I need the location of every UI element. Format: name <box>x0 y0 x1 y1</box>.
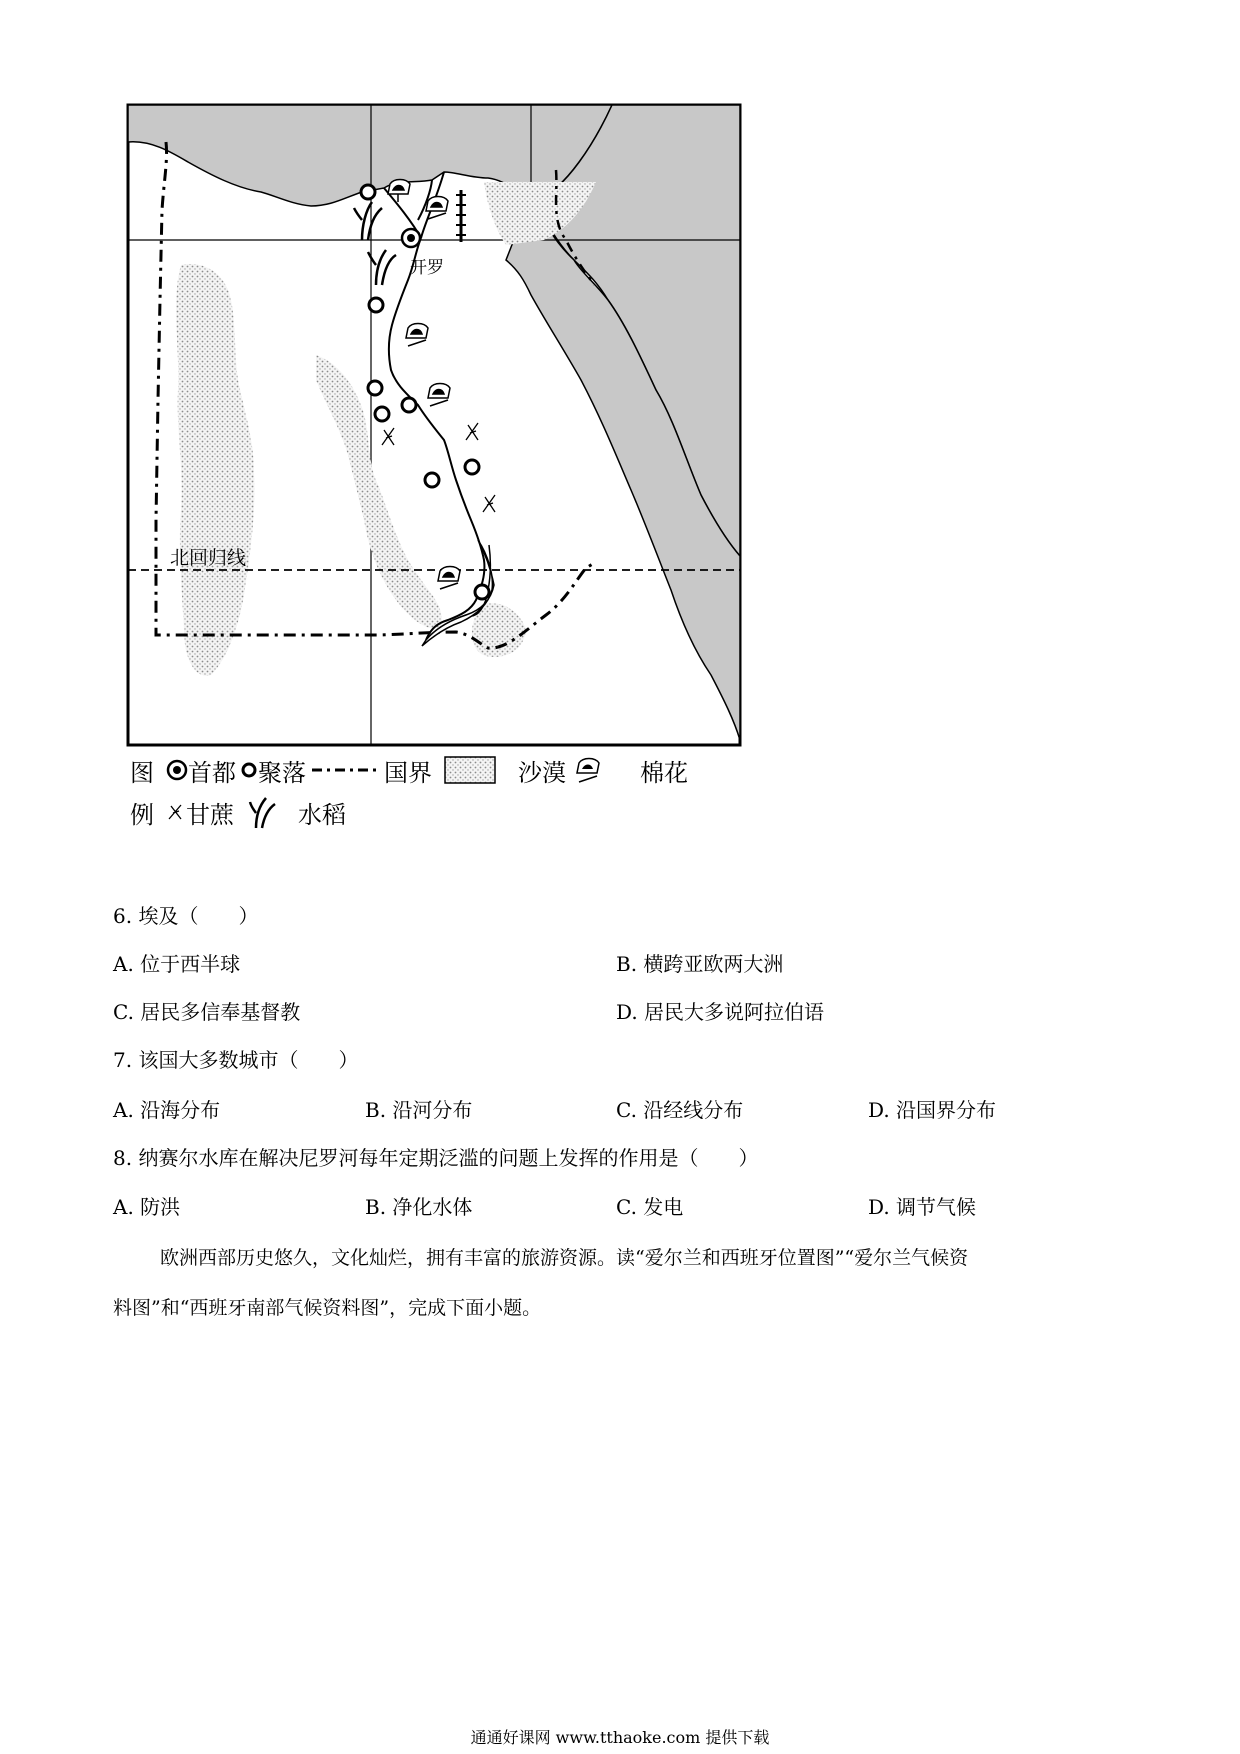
question-7-option-a: A. 沿海分布 <box>113 1098 221 1122</box>
legend-capital: 首都 <box>188 758 236 787</box>
legend-rice: 水稻 <box>298 800 346 829</box>
page-footer: 通通好课网 www.tthaoke.com 提供下载 <box>470 1728 770 1747</box>
legend-row-1 <box>130 752 688 788</box>
desert-swatch-icon <box>444 756 496 784</box>
question-6-option-d: D. 居民大多说阿拉伯语 <box>616 1000 825 1024</box>
question-7-option-c: C. 沿经线分布 <box>616 1098 744 1122</box>
cotton-icon <box>574 755 602 785</box>
question-7-option-b: B. 沿河分布 <box>365 1098 473 1122</box>
question-7-stem: 7. 该国大多数城市（ ） <box>113 1048 359 1072</box>
legend-row-2 <box>130 794 346 830</box>
legend-title-2: 例 <box>130 800 154 829</box>
legend-border: 国界 <box>384 758 432 787</box>
question-6-option-b: B. 横跨亚欧两大洲 <box>616 952 784 976</box>
border-line-icon <box>312 765 378 775</box>
legend-title-1: 图 <box>130 758 154 787</box>
rice-icon <box>248 795 278 829</box>
cairo-label: 开罗 <box>410 258 444 277</box>
question-8-option-d: D. 调节气候 <box>868 1195 977 1219</box>
question-8-option-c: C. 发电 <box>616 1195 684 1219</box>
question-6-option-c: C. 居民多信奉基督教 <box>113 1000 301 1024</box>
capital-icon <box>166 759 188 781</box>
legend-settlement: 聚落 <box>258 758 306 787</box>
legend-desert: 沙漠 <box>518 758 566 787</box>
sugarcane-icon <box>166 802 186 822</box>
question-6-option-a: A. 位于西半球 <box>113 952 241 976</box>
legend-cotton: 棉花 <box>640 758 688 787</box>
settlement-icon <box>240 761 258 779</box>
intro-paragraph-line-2: 料图”和“西班牙南部气候资料图”，完成下面小题。 <box>113 1297 542 1319</box>
intro-paragraph-line-1: 欧洲西部历史悠久，文化灿烂，拥有丰富的旅游资源。读“爱尔兰和西班牙位置图”“爱尔兰气候资 <box>160 1247 969 1269</box>
egypt-map <box>126 100 744 750</box>
question-8-option-b: B. 净化水体 <box>365 1195 473 1219</box>
question-7-option-d: D. 沿国界分布 <box>868 1098 997 1122</box>
question-8-stem: 8. 纳赛尔水库在解决尼罗河每年定期泛滥的问题上发挥的作用是（ ） <box>113 1146 759 1170</box>
tropic-label: 北回归线 <box>170 548 247 569</box>
question-8-option-a: A. 防洪 <box>113 1195 181 1219</box>
legend-sugarcane: 甘蔗 <box>186 800 234 829</box>
question-6-stem: 6. 埃及（ ） <box>113 904 259 928</box>
cairo-capital-marker <box>402 229 420 247</box>
